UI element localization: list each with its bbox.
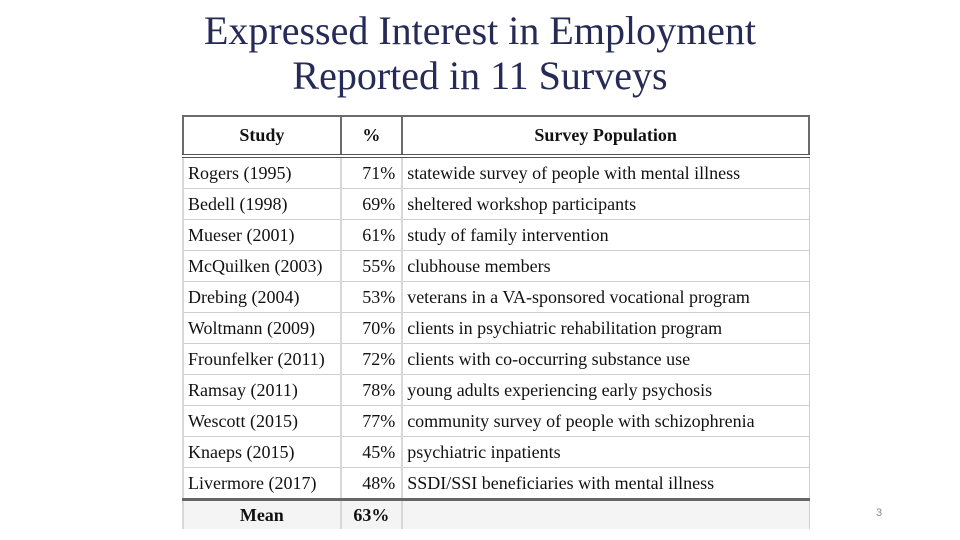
cell-study: McQuilken (2003) bbox=[183, 251, 341, 282]
mean-label: Mean bbox=[183, 500, 341, 530]
cell-population: SSDI/SSI beneficiaries with mental illness bbox=[402, 468, 809, 500]
table-row bbox=[183, 468, 809, 500]
table-row bbox=[183, 344, 809, 375]
table-row bbox=[183, 406, 809, 437]
cell-study: Ramsay (2011) bbox=[183, 375, 341, 406]
mean-population bbox=[402, 500, 809, 530]
cell-study: Mueser (2001) bbox=[183, 220, 341, 251]
cell-population: psychiatric inpatients bbox=[402, 437, 809, 468]
cell-population: sheltered workshop participants bbox=[402, 189, 809, 220]
cell-percent: 78% bbox=[341, 375, 403, 406]
slide-title bbox=[0, 8, 960, 98]
cell-population: study of family intervention bbox=[402, 220, 809, 251]
cell-percent: 48% bbox=[341, 468, 403, 500]
cell-percent: 61% bbox=[341, 220, 403, 251]
cell-percent: 77% bbox=[341, 406, 403, 437]
table-row bbox=[183, 220, 809, 251]
cell-study: Knaeps (2015) bbox=[183, 437, 341, 468]
cell-population: clients with co-occurring substance use bbox=[402, 344, 809, 375]
table-row bbox=[183, 313, 809, 344]
survey-table bbox=[182, 115, 810, 529]
cell-population: veterans in a VA-sponsored vocational program bbox=[402, 282, 809, 313]
table-row bbox=[183, 189, 809, 220]
cell-population: young adults experiencing early psychosis bbox=[402, 375, 809, 406]
cell-study: Wescott (2015) bbox=[183, 406, 341, 437]
page-number: 3 bbox=[876, 507, 883, 519]
mean-row bbox=[183, 500, 809, 530]
title-line-2: Reported in 11 Surveys bbox=[292, 53, 668, 98]
header-percent: % bbox=[341, 116, 403, 156]
cell-population: community survey of people with schizophrenia bbox=[402, 406, 809, 437]
cell-study: Woltmann (2009) bbox=[183, 313, 341, 344]
cell-percent: 55% bbox=[341, 251, 403, 282]
table-row bbox=[183, 437, 809, 468]
cell-study: Livermore (2017) bbox=[183, 468, 341, 500]
cell-percent: 70% bbox=[341, 313, 403, 344]
cell-population: clubhouse members bbox=[402, 251, 809, 282]
survey-table-container bbox=[182, 115, 810, 529]
cell-population: clients in psychiatric rehabilitation program bbox=[402, 313, 809, 344]
cell-study: Rogers (1995) bbox=[183, 156, 341, 189]
cell-population: statewide survey of people with mental illness bbox=[402, 156, 809, 189]
cell-study: Frounfelker (2011) bbox=[183, 344, 341, 375]
cell-percent: 53% bbox=[341, 282, 403, 313]
table-row bbox=[183, 156, 809, 189]
title-line-1: Expressed Interest in Employment bbox=[203, 8, 757, 53]
mean-percent: 63% bbox=[341, 500, 403, 530]
table-header-row bbox=[183, 116, 809, 156]
table-row bbox=[183, 251, 809, 282]
table-row bbox=[183, 282, 809, 313]
cell-study: Bedell (1998) bbox=[183, 189, 341, 220]
cell-percent: 69% bbox=[341, 189, 403, 220]
cell-percent: 72% bbox=[341, 344, 403, 375]
table-row bbox=[183, 375, 809, 406]
cell-study: Drebing (2004) bbox=[183, 282, 341, 313]
header-study: Study bbox=[183, 116, 341, 156]
header-survey-population: Survey Population bbox=[402, 116, 809, 156]
cell-percent: 71% bbox=[341, 156, 403, 189]
cell-percent: 45% bbox=[341, 437, 403, 468]
